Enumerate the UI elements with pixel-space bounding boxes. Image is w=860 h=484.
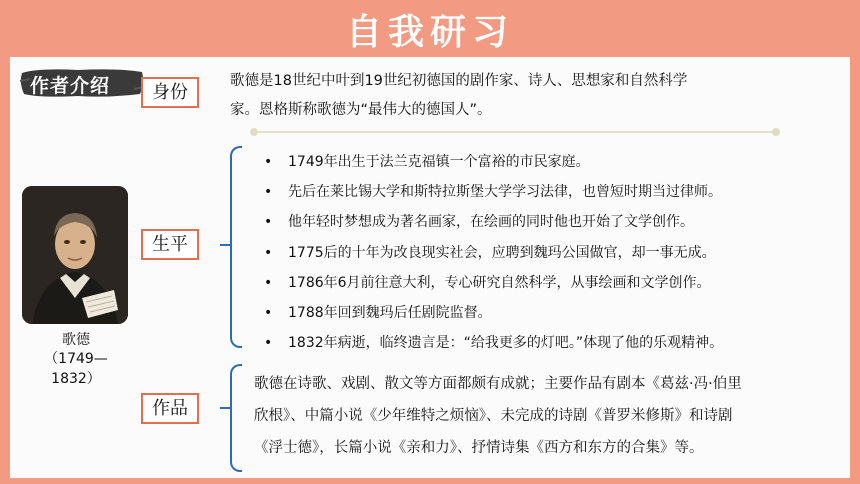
tag-life: 生平 (141, 229, 199, 260)
tag-identity: 身份 (141, 77, 199, 108)
section-banner-label: 作者介绍 (30, 75, 111, 97)
life-item: • 1832年病逝，临终遗言是：“给我更多的灯吧。”体现了他的乐观精神。 (262, 328, 723, 358)
identity-line-2: 家。恩格斯称歌德为“最伟大的德国人”。 (230, 102, 492, 118)
life-item: • 1775后的十年为改良现实社会，应聘到魏玛公国做官，却一事无成。 (262, 238, 723, 268)
identity-line-1: 歌德是18世纪中叶到19世纪初德国的剧作家、诗人、思想家和自然科学 (230, 73, 688, 89)
goethe-portrait (22, 186, 128, 324)
page-title: 自我研习 (345, 12, 514, 53)
bullet-icon: • (264, 305, 273, 322)
works-line-2: 欣根》、中篇小说《少年维特之烦恼》、未完成的诗剧《普罗米修斯》和诗剧 (254, 408, 733, 424)
divider-dot-right (772, 128, 780, 136)
divider-line (256, 131, 774, 133)
bullet-icon: • (264, 335, 273, 352)
life-item: • 先后在莱比锡大学和斯特拉斯堡大学学习法律，也曾短时期当过律师。 (262, 177, 723, 207)
portrait-image (22, 186, 128, 324)
life-list (262, 147, 723, 358)
bullet-icon: • (264, 154, 273, 170)
works-line-1: 歌德在诗歌、戏剧、散文等方面都颇有成就；主要作品有剧本《葛兹·冯·伯里 (254, 376, 742, 392)
bottom-border (0, 478, 860, 484)
tag-works: 作品 (141, 393, 199, 424)
life-item: • 1788年回到魏玛后任剧院监督。 (262, 298, 723, 328)
life-item: • 1749年出生于法兰克福镇一个富裕的市民家庭。 (262, 147, 723, 177)
bullet-icon: • (264, 184, 273, 201)
works-text (254, 368, 742, 464)
bullet-icon: • (264, 274, 273, 291)
works-line-3: 《浮士德》，长篇小说《亲和力》、抒情诗集《西方和东方的合集》等。 (254, 440, 704, 456)
bullet-icon: • (264, 244, 273, 261)
works-bracket-tip (220, 407, 232, 409)
portrait-years: （1749—1832） (44, 351, 108, 387)
portrait-name: 歌德 (62, 332, 90, 348)
life-bracket (230, 146, 242, 348)
life-item: • 他年轻时梦想成为著名画家，在绘画的同时他也开始了文学创作。 (262, 207, 723, 237)
identity-text (230, 67, 687, 125)
bullet-icon: • (264, 214, 273, 231)
works-bracket (230, 364, 242, 472)
left-border (0, 0, 10, 484)
right-border (850, 0, 860, 484)
life-bracket-tip (220, 244, 232, 246)
life-item: • 1786年6月前往意大利，专心研究自然科学，从事绘画和文学创作。 (262, 268, 723, 298)
